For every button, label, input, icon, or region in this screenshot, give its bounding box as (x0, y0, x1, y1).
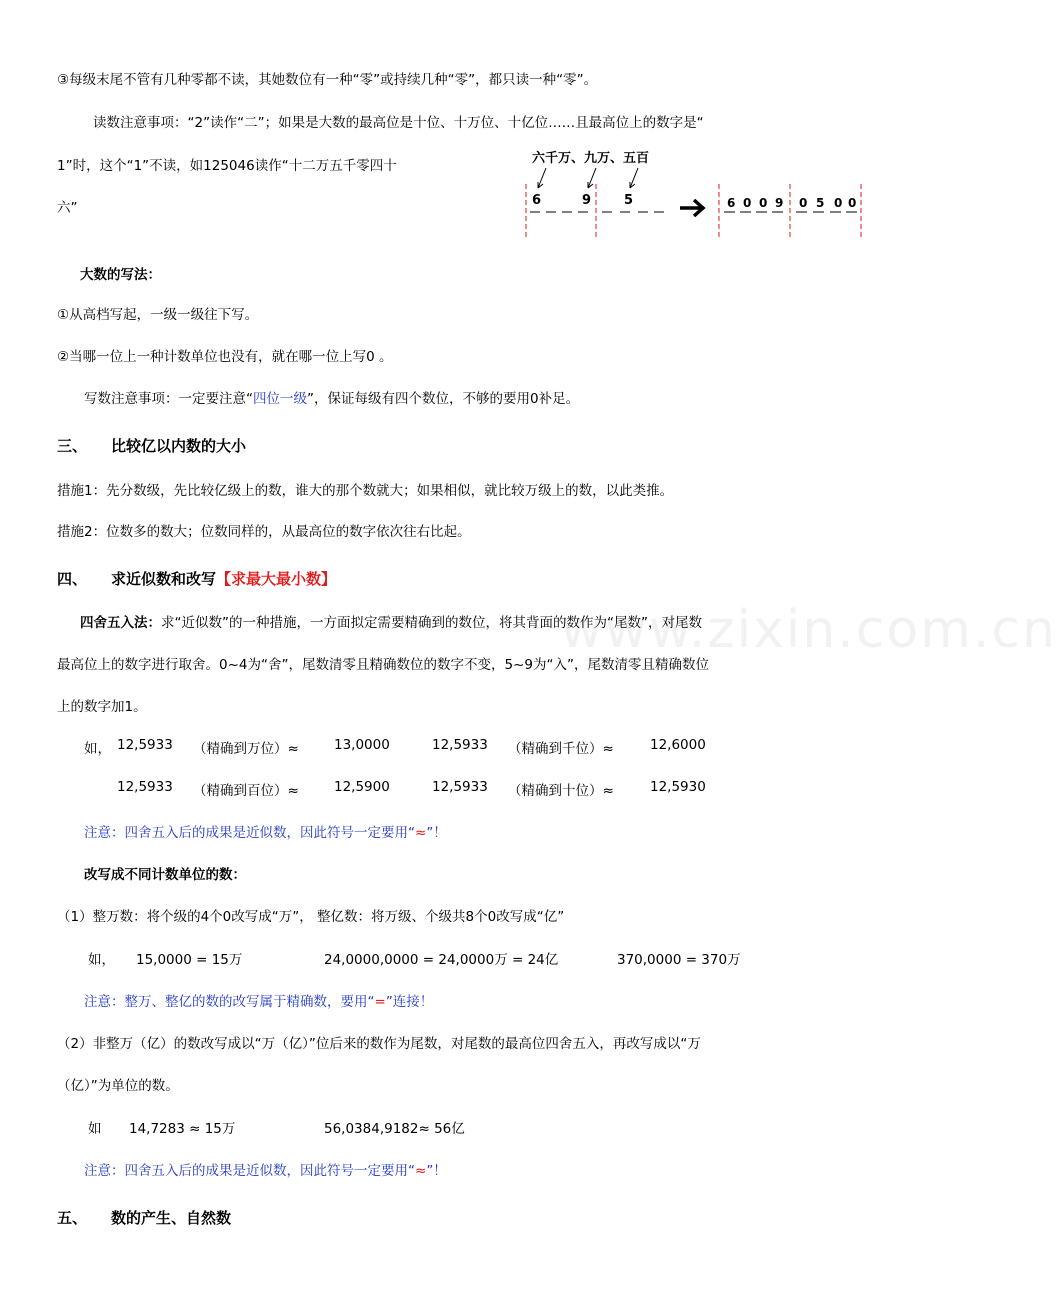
rewrite-1-example-1: 15,0000 = 15万 (136, 952, 243, 968)
write-note-highlight: 四位一级 (253, 391, 307, 407)
write-heading: 大数的写法： (80, 267, 161, 283)
digit-6: 6 (532, 193, 542, 208)
example-4-num: 12,5933 (432, 779, 488, 795)
round-label: 四舍五入法： (80, 615, 161, 631)
read-note-line2: 1”时，这个“1”不读，如125046读作“十二万五千零四十 (57, 158, 397, 174)
section-3-number: 三、 (57, 437, 88, 455)
example-2-num: 12,5933 (432, 737, 488, 753)
section-3-title: 比较亿以内数的大小 (111, 437, 247, 455)
digit-9: 9 (582, 193, 592, 208)
digit: 5 (816, 196, 825, 210)
write-note-suffix: ”，保证每级有四个数位，不够的要用0补足。 (307, 391, 580, 407)
rewrite-1-example-2: 24,0000,0000 = 24,0000万 = 24亿 (324, 952, 559, 968)
example-4-desc: （精确到十位）≈ (508, 783, 614, 799)
section-4-title-text: 求近似数和改写 (111, 570, 217, 588)
rewrite-heading: 改写成不同计数单位的数： (84, 867, 246, 883)
example-1-desc: （精确到万位）≈ (193, 741, 299, 757)
note-symbol: ≈ (415, 825, 427, 841)
round-line-2: 最高位上的数字进行取舍。0~4为“舍”，尾数清零且精确数位的数字不变，5~9为“入”，尾数清零且精确数位 (57, 657, 709, 673)
section-4-tag: 【求最大最小数】 (216, 570, 337, 588)
round-line-1 (80, 611, 702, 631)
write-note-prefix: 写数注意事项：一定要注意“ (84, 391, 253, 407)
note-suffix: ”连接！ (385, 994, 434, 1010)
example-1-result: 13,0000 (334, 737, 390, 753)
section-4-number: 四、 (57, 570, 88, 588)
read-note-line1: 读数注意事项：“2”读作“二”；如果是大数的最高位是十位、十万位、十亿位……且最高位上的数字是“ (93, 115, 704, 131)
round-line-3: 上的数字加1。 (57, 699, 147, 715)
diagram-label: 六千万、九万、五百 (532, 151, 650, 166)
write-note (84, 387, 579, 407)
example-3-result: 12,5900 (334, 779, 390, 795)
rule-3: ③每级末尾不管有几种零都不读，其她数位有一种“零”或持续几种“零”，都只读一种“零”。 (57, 72, 598, 88)
example-prefix: 如， (84, 741, 111, 757)
rewrite-2-example-2: 56,0384,9182≈ 56亿 (324, 1121, 465, 1137)
note-prefix: 注意：四舍五入后的成果是近似数，因此符号一定要用“ (84, 825, 415, 841)
write-rule-2: ②当哪一位上一种计数单位也没有，就在哪一位上写0 。 (57, 349, 393, 365)
note-approx-2 (84, 1159, 447, 1179)
rewrite-2-line-1: （2）非整万（亿）的数改写成以“万（亿）”位后来的数作为尾数，对尾数的最高位四舍五入，再改写成以“万 (57, 1036, 701, 1052)
digit: 0 (799, 196, 808, 210)
note-suffix: ”！ (426, 1163, 447, 1179)
rewrite-2-line-2: （亿）”为单位的数。 (57, 1078, 179, 1094)
level-dividers (526, 184, 861, 238)
note-suffix: ”！ (426, 825, 447, 841)
right-digits (727, 196, 856, 210)
right-arrow-icon (680, 200, 703, 216)
write-rule-1: ①从高档写起，一级一级往下写。 (57, 307, 259, 323)
method-2: 措施2：位数多的数大；位数同样的，从最高位的数字依次往右比起。 (57, 524, 471, 540)
section-5-number: 五、 (57, 1209, 88, 1227)
watermark: www.zixin.com.cn (560, 600, 1057, 660)
example-3-desc: （精确到百位）≈ (193, 783, 299, 799)
rewrite-2-example-1: 14,7283 ≈ 15万 (129, 1121, 236, 1137)
round-line-1-text: 求“近似数”的一种措施，一方面拟定需要精确到的数位，将其背面的数作为“尾数”，对尾数 (161, 615, 702, 631)
digit: 0 (834, 196, 843, 210)
example-3-num: 12,5933 (117, 779, 173, 795)
note-exact (84, 990, 433, 1010)
example-4-result: 12,5930 (650, 779, 706, 795)
example-2-desc: （精确到千位）≈ (508, 741, 614, 757)
digit: 6 (727, 196, 736, 210)
digit: 0 (743, 196, 752, 210)
rewrite-1-example-prefix: 如， (88, 952, 115, 968)
example-1-num: 12,5933 (117, 737, 173, 753)
section-4-title (111, 568, 336, 589)
note-approx-1 (84, 821, 447, 841)
digit: 0 (848, 196, 857, 210)
example-2-result: 12,6000 (650, 737, 706, 753)
digit-5: 5 (624, 193, 634, 208)
note-symbol: = (374, 994, 386, 1010)
place-value-diagram (520, 146, 880, 242)
note-prefix: 注意：四舍五入后的成果是近似数，因此符号一定要用“ (84, 1163, 415, 1179)
digit: 9 (775, 196, 784, 210)
section-5-title: 数的产生、自然数 (111, 1209, 232, 1227)
diagram-svg (520, 146, 880, 242)
note-symbol: ≈ (415, 1163, 427, 1179)
read-note-line3: 六” (57, 200, 78, 216)
rewrite-2-example-prefix: 如 (88, 1121, 102, 1137)
digit: 0 (759, 196, 768, 210)
left-digits (532, 193, 633, 208)
rewrite-1-example-3: 370,0000 = 370万 (617, 952, 741, 968)
note-prefix: 注意：整万、整亿的数的改写属于精确数，要用“ (84, 994, 375, 1010)
rewrite-1: （1）整万数：将个级的4个0改写成“万”， 整亿数：将万级、个级共8个0改写成“亿” (57, 909, 565, 925)
diagram-arrows (538, 168, 638, 188)
method-1: 措施1：先分数级，先比较亿级上的数，谁大的那个数就大；如果相似，就比较万级上的数，以此类推。 (57, 483, 674, 499)
